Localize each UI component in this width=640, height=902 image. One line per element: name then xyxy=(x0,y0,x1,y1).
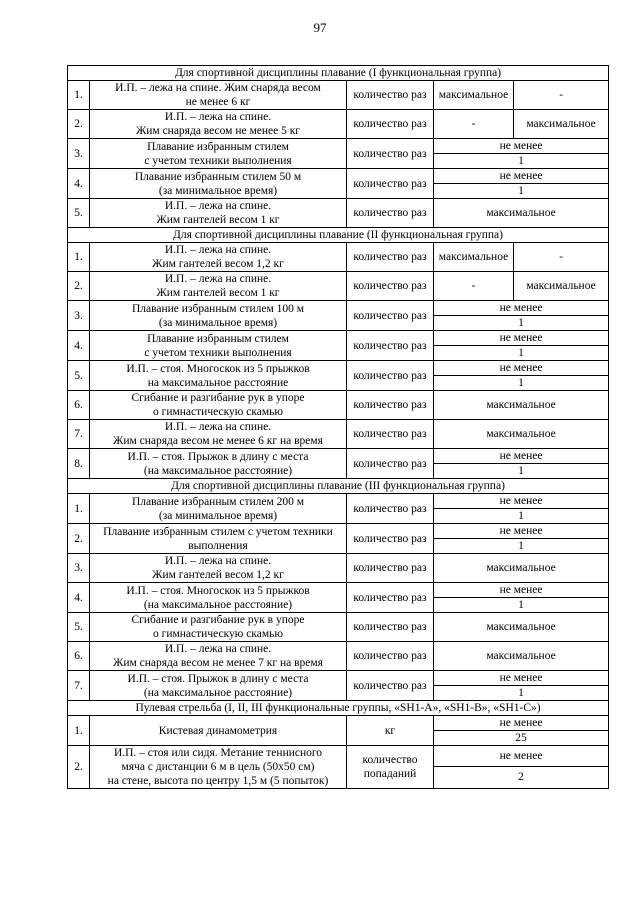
unit-of-measure: количество раз xyxy=(347,554,434,583)
exercise-description xyxy=(90,583,347,613)
exercise-description xyxy=(90,642,347,671)
table-row xyxy=(68,81,609,110)
row-number: 2. xyxy=(68,524,90,554)
exercise-line: не менее 6 кг xyxy=(185,96,251,108)
row-number: 3. xyxy=(68,554,90,583)
table-row xyxy=(68,583,609,598)
unit-of-measure: количество раз xyxy=(347,494,434,524)
norm-value: максимальное xyxy=(434,613,609,642)
table-row xyxy=(68,243,609,272)
unit-of-measure: количество раз xyxy=(347,642,434,671)
norm-value: максимальное xyxy=(434,554,609,583)
norm-label: не менее xyxy=(434,746,609,767)
exercise-description xyxy=(90,169,347,199)
row-number: 7. xyxy=(68,420,90,449)
exercise-line: Плавание избранным стилем xyxy=(147,332,289,345)
exercise-line: И.П. – лежа на спине. xyxy=(164,200,272,212)
norm-value-b: максимальное xyxy=(514,272,609,301)
exercise-line: Плавание избранным стилем с учетом техники xyxy=(103,525,333,538)
norm-value-b: максимальное xyxy=(514,110,609,139)
table-row xyxy=(68,199,609,228)
norm-value-a: - xyxy=(434,272,514,301)
norm-value: 1 xyxy=(434,184,609,199)
norm-label: не менее xyxy=(434,494,609,509)
exercise-line: Плавание избранным стилем 100 м xyxy=(131,302,305,315)
exercise-description xyxy=(90,272,347,301)
exercise-line: И.П. – лежа на спине. Жим снаряда весом xyxy=(115,82,321,94)
norm-label: не менее xyxy=(434,301,609,316)
row-number: 3. xyxy=(68,139,90,169)
exercise-line: Жим гантелей весом 1,2 кг xyxy=(152,258,284,270)
page-number: 97 xyxy=(313,20,327,35)
exercise-line: Жим снаряда весом не менее 6 кг на время xyxy=(113,435,323,447)
table-row xyxy=(68,331,609,346)
exercise-description xyxy=(90,671,347,701)
norm-value: максимальное xyxy=(434,199,609,228)
row-number: 6. xyxy=(68,642,90,671)
table-row xyxy=(68,139,609,154)
exercise-line: на стене, высота по центру 1,5 м (5 попыток) xyxy=(107,775,329,787)
norm-value: 1 xyxy=(434,376,609,391)
norm-label: не менее xyxy=(434,331,609,346)
norm-value: максимальное xyxy=(434,642,609,671)
unit-of-measure: количество раз xyxy=(347,110,434,139)
row-number: 5. xyxy=(68,199,90,228)
norm-label: не менее xyxy=(434,716,609,731)
row-number: 2. xyxy=(68,110,90,139)
norm-value: 1 xyxy=(434,539,609,554)
norm-value: 1 xyxy=(434,346,609,361)
unit-of-measure: количество раз xyxy=(347,613,434,642)
exercise-line: о гимнастическую скамью xyxy=(153,628,283,640)
exercise-description xyxy=(90,554,347,583)
row-number: 8. xyxy=(68,449,90,479)
table-row xyxy=(68,272,609,301)
row-number: 2. xyxy=(68,272,90,301)
norms-table xyxy=(67,65,609,789)
norm-value-b: - xyxy=(514,243,609,272)
exercise-line: Плавание избранным стилем xyxy=(147,140,289,153)
row-number: 4. xyxy=(68,169,90,199)
norm-value-a: максимальное xyxy=(434,243,514,272)
exercise-description xyxy=(90,301,347,331)
table-row xyxy=(68,301,609,316)
norm-value: 2 xyxy=(434,766,609,788)
exercise-line: выполнения xyxy=(188,539,248,552)
exercise-description xyxy=(90,391,347,420)
exercise-description xyxy=(90,746,347,789)
norm-value-a: максимальное xyxy=(434,81,514,110)
exercise-line: Жим снаряда весом не менее 5 кг xyxy=(135,125,301,137)
norm-value-a: - xyxy=(434,110,514,139)
unit-of-measure: количество раз xyxy=(347,583,434,613)
norm-label: не менее xyxy=(434,361,609,376)
exercise-line: о гимнастическую скамью xyxy=(153,406,283,418)
norm-value: 1 xyxy=(434,686,609,701)
unit-of-measure: количество раз xyxy=(347,361,434,391)
table-row xyxy=(68,642,609,671)
exercise-description xyxy=(90,110,347,139)
unit-of-measure: количество раз xyxy=(347,81,434,110)
row-number: 6. xyxy=(68,391,90,420)
unit-of-measure: количество раз xyxy=(347,524,434,554)
exercise-line: Жим снаряда весом не менее 7 кг на время xyxy=(113,657,323,669)
norm-value: 25 xyxy=(434,731,609,746)
row-number: 4. xyxy=(68,583,90,613)
table-row xyxy=(68,524,609,539)
exercise-line: (за минимальное время) xyxy=(158,184,278,197)
exercise-line: И.П. – лежа на спине. xyxy=(164,111,272,123)
exercise-line: И.П. – стоя или сидя. Метание теннисного xyxy=(113,747,323,759)
norm-label: не менее xyxy=(434,449,609,464)
exercise-description xyxy=(90,331,347,361)
exercise-line: И.П. – стоя. Многоскок из 5 прыжков xyxy=(126,584,310,597)
exercise-line: И.П. – стоя. Многоскок из 5 прыжков xyxy=(126,362,310,375)
norm-value: максимальное xyxy=(434,420,609,449)
row-number: 1. xyxy=(68,494,90,524)
table-row xyxy=(68,671,609,686)
norm-value: 1 xyxy=(434,316,609,331)
norm-label: не менее xyxy=(434,583,609,598)
unit-of-measure: количество раз xyxy=(347,243,434,272)
table-row xyxy=(68,449,609,464)
exercise-line: И.П. – лежа на спине. xyxy=(164,244,272,256)
table-row xyxy=(68,169,609,184)
row-number: 1. xyxy=(68,716,90,746)
exercise-line: на максимальное расстояние xyxy=(147,376,289,389)
exercise-line: И.П. – лежа на спине. xyxy=(164,643,272,655)
row-number: 2. xyxy=(68,746,90,789)
exercise-line: с учетом техники выполнения xyxy=(144,346,292,359)
norm-label: не менее xyxy=(434,524,609,539)
exercise-line: И.П. – лежа на спине. xyxy=(164,421,272,433)
table-row xyxy=(68,361,609,376)
section-title: Пулевая стрельба (I, II, III функциональные группы, «SH1-A», «SH1-B», «SH1-C») xyxy=(68,701,609,716)
exercise-line: с учетом техники выполнения xyxy=(144,154,292,167)
row-number: 1. xyxy=(68,243,90,272)
norm-value: максимальное xyxy=(434,391,609,420)
exercise-description xyxy=(90,494,347,524)
row-number: 4. xyxy=(68,331,90,361)
exercise-line: (на максимальное расстояние) xyxy=(143,464,293,477)
exercise-line: Кистевая динамометрия xyxy=(158,724,278,737)
table-row xyxy=(68,716,609,731)
exercise-description xyxy=(90,449,347,479)
row-number: 3. xyxy=(68,301,90,331)
exercise-line: Жим гантелей весом 1 кг xyxy=(156,287,280,299)
exercise-line: И.П. – стоя. Прыжок в длину с места xyxy=(127,450,309,463)
exercise-line: И.П. – стоя. Прыжок в длину с места xyxy=(127,672,309,685)
table-row xyxy=(68,613,609,642)
exercise-line: (на максимальное расстояние) xyxy=(143,598,293,611)
exercise-description xyxy=(90,716,347,746)
norm-value: 1 xyxy=(434,509,609,524)
table-row xyxy=(68,746,609,767)
unit-of-measure: количество раз xyxy=(347,420,434,449)
unit-of-measure: количество раз xyxy=(347,331,434,361)
unit-of-measure: количество раз xyxy=(347,301,434,331)
norm-value: 1 xyxy=(434,598,609,613)
table-row xyxy=(68,554,609,583)
exercise-description xyxy=(90,139,347,169)
exercise-line: (за минимальное время) xyxy=(158,316,278,329)
row-number: 1. xyxy=(68,81,90,110)
unit-of-measure: количество попаданий xyxy=(347,746,434,789)
exercise-description xyxy=(90,199,347,228)
exercise-description xyxy=(90,524,347,554)
norm-label: не менее xyxy=(434,169,609,184)
exercise-line: И.П. – лежа на спине. xyxy=(164,555,272,567)
exercise-line: (за минимальное время) xyxy=(158,509,278,522)
norm-value: 1 xyxy=(434,154,609,169)
row-number: 5. xyxy=(68,361,90,391)
norm-label: не менее xyxy=(434,671,609,686)
norm-label: не менее xyxy=(434,139,609,154)
row-number: 7. xyxy=(68,671,90,701)
exercise-description xyxy=(90,613,347,642)
exercise-line: Жим гантелей весом 1 кг xyxy=(156,214,280,226)
table-row xyxy=(68,420,609,449)
unit-of-measure: количество раз xyxy=(347,139,434,169)
unit-of-measure: количество раз xyxy=(347,671,434,701)
exercise-line: Плавание избранным стилем 50 м xyxy=(134,170,302,183)
exercise-line: Сгибание и разгибание рук в упоре xyxy=(131,392,305,404)
unit-of-measure: кг xyxy=(347,716,434,746)
exercise-line: Жим гантелей весом 1,2 кг xyxy=(152,569,284,581)
exercise-line: Плавание избранным стилем 200 м xyxy=(131,495,305,508)
exercise-description xyxy=(90,243,347,272)
table-row xyxy=(68,391,609,420)
exercise-line: мяча с дистанции 6 м в цель (50х50 см) xyxy=(121,761,315,773)
norm-value-b: - xyxy=(514,81,609,110)
table-row xyxy=(68,494,609,509)
section-title: Для спортивной дисциплины плавание (III функциональная группа) xyxy=(68,479,609,494)
unit-of-measure: количество раз xyxy=(347,391,434,420)
unit-of-measure: количество раз xyxy=(347,199,434,228)
unit-of-measure: количество раз xyxy=(347,272,434,301)
exercise-line: (на максимальное расстояние) xyxy=(143,686,293,699)
exercise-line: И.П. – лежа на спине. xyxy=(164,273,272,285)
unit-of-measure: количество раз xyxy=(347,169,434,199)
section-title: Для спортивной дисциплины плавание (II функциональная группа) xyxy=(68,228,609,243)
section-title: Для спортивной дисциплины плавание (I функциональная группа) xyxy=(68,66,609,81)
table-row xyxy=(68,110,609,139)
norm-value: 1 xyxy=(434,464,609,479)
exercise-description xyxy=(90,81,347,110)
unit-of-measure: количество раз xyxy=(347,449,434,479)
row-number: 5. xyxy=(68,613,90,642)
exercise-line: Сгибание и разгибание рук в упоре xyxy=(131,614,305,626)
exercise-description xyxy=(90,361,347,391)
exercise-description xyxy=(90,420,347,449)
